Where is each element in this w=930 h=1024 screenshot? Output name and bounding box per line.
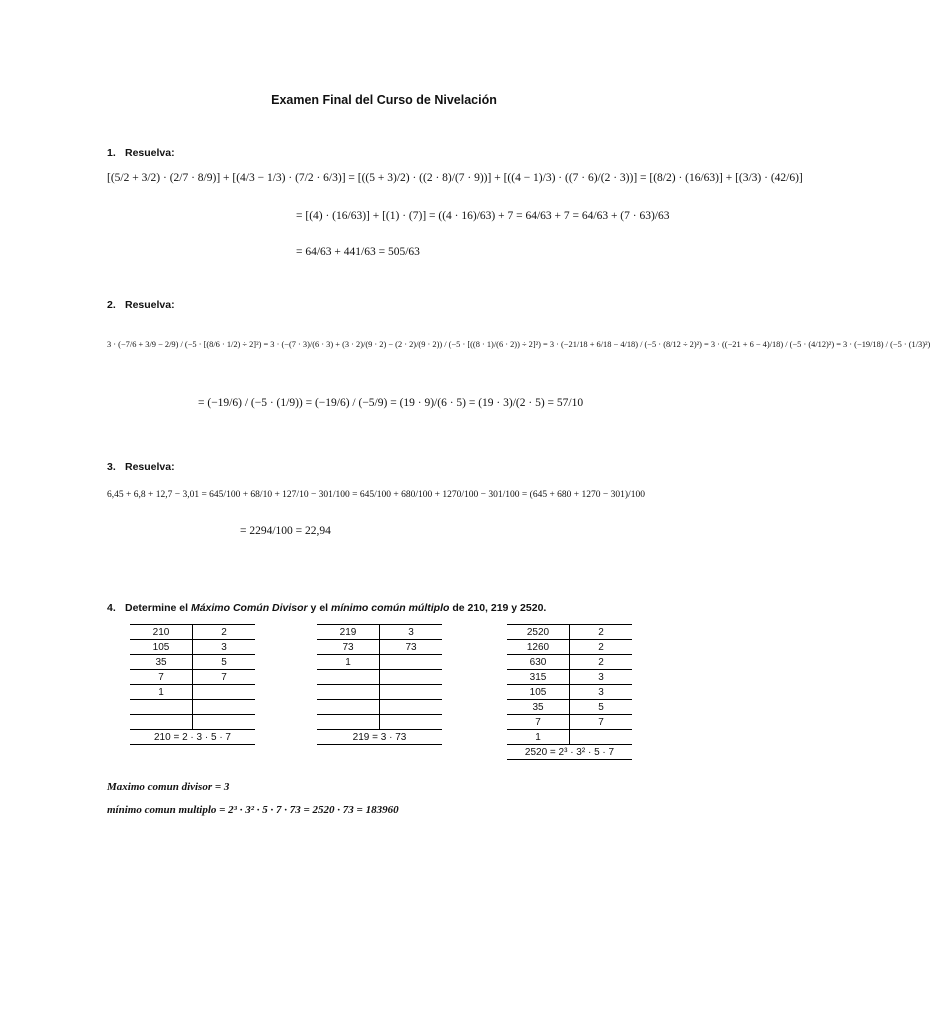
dividend-cell: 1 (317, 655, 380, 670)
table-row (317, 670, 442, 685)
table-row (130, 685, 255, 700)
dividend-cell (317, 685, 380, 700)
factorization-cell: 210 = 2 · 3 · 5 · 7 (130, 730, 255, 745)
dividend-cell: 35 (507, 700, 570, 715)
table-row (507, 700, 632, 715)
table-row (317, 655, 442, 670)
table-row (130, 670, 255, 685)
dividend-cell: 1 (507, 730, 570, 745)
mcd-result: Maximo comun divisor = 3 (107, 781, 230, 793)
table-footer-row (130, 730, 255, 745)
factorization-cell: 2520 = 2³ · 3² · 5 · 7 (507, 745, 632, 760)
divisor-cell (193, 685, 256, 700)
table-row (317, 700, 442, 715)
divisor-cell: 3 (193, 640, 256, 655)
dividend-cell: 210 (130, 625, 193, 640)
dividend-cell: 105 (130, 640, 193, 655)
factor-table-2520 (507, 624, 632, 760)
divisor-cell: 7 (193, 670, 256, 685)
divisor-cell: 2 (193, 625, 256, 640)
divisor-cell: 73 (380, 640, 443, 655)
divisor-cell: 2 (570, 625, 633, 640)
question-label-post: de 210, 219 y 2520. (449, 602, 547, 614)
dividend-cell: 315 (507, 670, 570, 685)
table-row (130, 715, 255, 730)
dividend-cell: 35 (130, 655, 193, 670)
divisor-cell: 2 (570, 655, 633, 670)
table-row (507, 730, 632, 745)
dividend-cell (317, 670, 380, 685)
dividend-cell (317, 715, 380, 730)
divisor-cell (570, 730, 633, 745)
question-label-mid: y el (307, 602, 331, 614)
question-number: 1. (107, 147, 116, 159)
table-row (130, 655, 255, 670)
table-footer-row (507, 745, 632, 760)
dividend-cell (130, 715, 193, 730)
dividend-cell: 219 (317, 625, 380, 640)
table-row (130, 700, 255, 715)
page-title: Examen Final del Curso de Nivelación (271, 93, 497, 107)
dividend-cell (130, 700, 193, 715)
divisor-cell (193, 715, 256, 730)
dividend-cell: 73 (317, 640, 380, 655)
divisor-cell (380, 715, 443, 730)
dividend-cell: 2520 (507, 625, 570, 640)
table-row (317, 685, 442, 700)
table-row (507, 625, 632, 640)
divisor-cell (380, 655, 443, 670)
table-row (507, 655, 632, 670)
table-row (507, 640, 632, 655)
q2-line-2: = (−19/6) / (−5 · (1/9)) = (−19/6) / (−5/9) = (19 · 9)/(6 · 5) = (19 · 3)/(2 · 5) = 57/10 (198, 397, 584, 409)
table-row (507, 685, 632, 700)
divisor-cell (380, 700, 443, 715)
divisor-cell: 5 (570, 700, 633, 715)
question-label-mcd: Máximo Común Divisor (190, 602, 308, 614)
divisor-cell: 3 (380, 625, 443, 640)
question-number: 2. (107, 299, 116, 311)
factorization-cell: 219 = 3 · 73 (317, 730, 442, 745)
question-label-pre: Determine el (125, 602, 191, 614)
table-row (507, 715, 632, 730)
dividend-cell: 1260 (507, 640, 570, 655)
divisor-cell: 2 (570, 640, 633, 655)
question-number: 4. (107, 602, 116, 614)
divisor-cell: 7 (570, 715, 633, 730)
q1-line-3: = 64/63 + 441/63 = 505/63 (296, 246, 420, 258)
dividend-cell: 630 (507, 655, 570, 670)
question-label: Resuelva: (125, 299, 175, 311)
factor-table-210 (130, 624, 255, 745)
table-row (507, 670, 632, 685)
dividend-cell: 105 (507, 685, 570, 700)
q3-line-2: = 2294/100 = 22,94 (240, 525, 331, 537)
dividend-cell: 1 (130, 685, 193, 700)
mcm-result: mínimo comun multiplo = 2³ · 3² · 5 · 7 · 73 = 2520 · 73 = 183960 (107, 804, 399, 816)
q2-line-1: 3 · (−7/6 + 3/9 − 2/9) / (−5 · [(8/6 · 1/2) ÷ 2]²) = 3 · (−(7 · 3)/(6 · 3) + (3 · 2)/(9 · 2) − (2 · 2)/(9 · 2)) / (−5 · [((8 · 1)/(6 · 2)) ÷ 2]²) = 3 · (−21/18 + 6/18 − 4/18) / (−5 · (8/12 ÷ 2)²) = 3 · ((−21 + 6 − 4)/18) / (−5 · (4/12)²) = 3 · (−19/18) / (−5 · (1/3)²) (107, 340, 930, 349)
factor-table-219 (317, 624, 442, 745)
divisor-cell: 5 (193, 655, 256, 670)
dividend-cell: 7 (130, 670, 193, 685)
question-2-header (107, 299, 175, 311)
q1-line-1: [(5/2 + 3/2) · (2/7 · 8/9)] + [(4/3 − 1/3) · (7/2 · 6/3)] = [((5 + 3)/2) · ((2 · 8)/(7 · 9))] + [((4 − 1)/3) · ((7 · 6)/(2 · 3))] = [(8/2) · (16/63)] + [(3/3) · (42/6)] (107, 172, 803, 184)
question-label: Resuelva: (125, 461, 175, 473)
table-row (317, 715, 442, 730)
divisor-cell (380, 670, 443, 685)
question-3-header (107, 461, 175, 473)
dividend-cell (317, 700, 380, 715)
q1-line-2: = [(4) · (16/63)] + [(1) · (7)] = ((4 · 16)/63) + 7 = 64/63 + 7 = 64/63 + (7 · 63)/63 (296, 210, 670, 222)
divisor-cell: 3 (570, 685, 633, 700)
question-label-mcm: mínimo común múltiplo (331, 602, 450, 614)
q3-line-1: 6,45 + 6,8 + 12,7 − 3,01 = 645/100 + 68/10 + 127/10 − 301/100 = 645/100 + 680/100 + 1270/100 − 301/100 = (645 + 680 + 1270 − 301)/100 (107, 490, 645, 500)
question-4-header (107, 602, 546, 614)
divisor-cell (380, 685, 443, 700)
table-row (130, 640, 255, 655)
divisor-cell (193, 700, 256, 715)
question-number: 3. (107, 461, 116, 473)
table-row (317, 640, 442, 655)
question-1-header (107, 147, 175, 159)
table-footer-row (317, 730, 442, 745)
divisor-cell: 3 (570, 670, 633, 685)
table-row (130, 625, 255, 640)
dividend-cell: 7 (507, 715, 570, 730)
question-label: Resuelva: (125, 147, 175, 159)
table-row (317, 625, 442, 640)
